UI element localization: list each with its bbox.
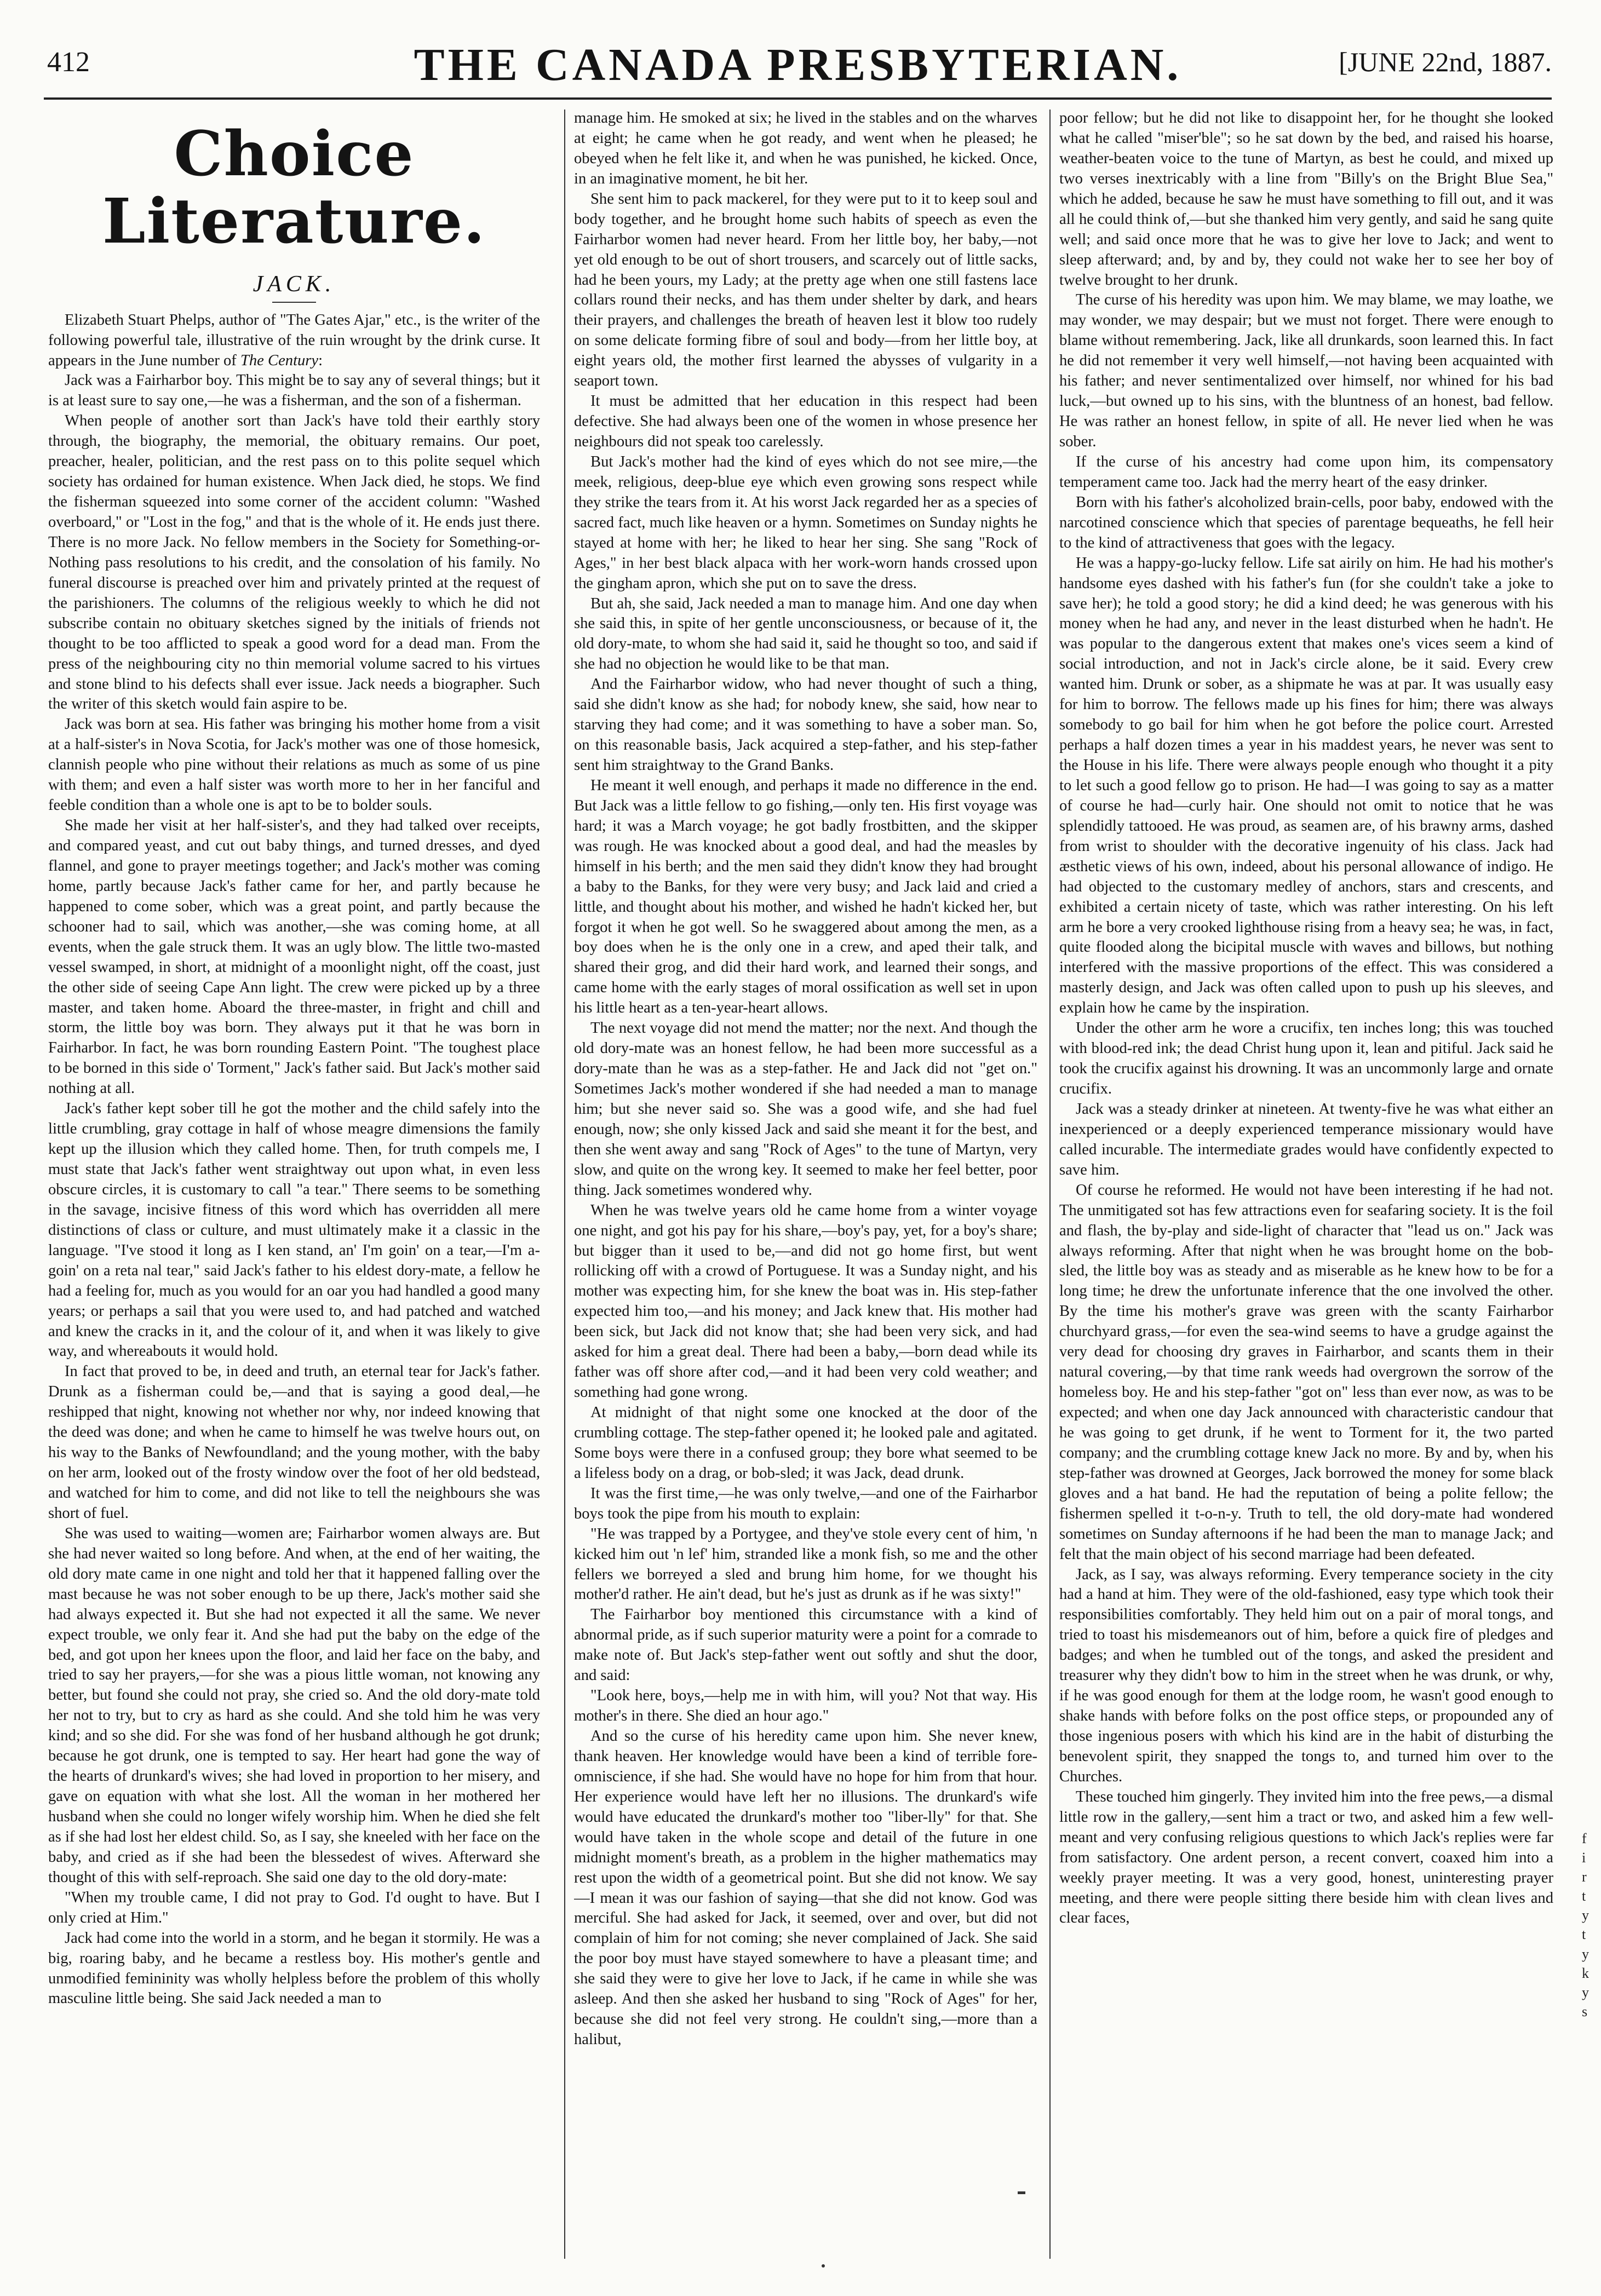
margin-fragment: y [1582, 1907, 1589, 1924]
paragraph: Born with his father's alcoholized brain-cells, poor baby, endowed with the narcotined conscience which that species of parentage bequeaths, he fell heir to the kind of attractiveness that goes with the legacy. [1059, 493, 1553, 551]
paragraph: Jack, as I say, was always reforming. Every temperance society in the city had a hand at him. They were of the old-fashioned, easy type which took their responsibilities comfortably. They held him out on a pair of moral tongs, and tried to toast his misdemeanors out of him, before a quick fire of pledges and badges; and when he tumbled out of the tongs, and asked the president and treasurer why they didn't bow to him in the street when he was drunk, or why, if he was good enough for them at the lodge room, he wasn't good enough to shake hands with before folks on the post office steps, or propounded any of those ingenious posers with which his kind are in the habit of disturbing the benevolent spirit, they snapped the tongs to, and turned him over to the Churches. [1059, 1566, 1553, 1785]
paragraph: "When my trouble came, I did not pray to God. I'd ought to have. But I only cried at Him." [48, 1889, 540, 1926]
paragraph: Of course he reformed. He would not have been interesting if he had not. The unmitigated sot has few attractions even for seafaring society. It is the foil and flash, the by-play and side-light of character that "lead us on." Jack was always reforming. After that night when he was brought home on the bob-sled, the little boy was as steady and as miserable as he knew how to be for a long time; he drew the unfortunate inference that the one involved the other. By the time his mother's grave was green with the scanty Fairharbor churchyard grass,—for even the sea-wind seems to have a grudge against the very dead for choosing dry graves in Fairharbor, and scants them in their natural covering,—by that time rank weeds had overgrown the sorrow of the homeless boy. He and his step-father "got on" less than ever now, as was to be expected; and when one day Jack announced with characteristic candour that he was going to get drunk, if he went to Torment for it, the two parted company; and the crumbling cottage knew Jack no more. By and by, when his step-father was drowned at Georges, Jack borrowed the money for some black gloves and a hat band. He had the reputation of being a polite fellow; the fishermen spelled it t-o-n-y. Truth to tell, the old dory-mate had wondered sometimes on Sunday afternoons if he had been the man to manage Jack; and felt that the main object of his second marriage had been defeated. [1059, 1181, 1553, 1563]
paragraph: "He was trapped by a Portygee, and they've stole every cent of him, 'n kicked him out 'n lef' him, stranded like a monk fish, so me and the other fellers we borreyed a sled and brung him home, for we thought his mother'd rather. He ain't dead, but he's just as drunk as if he was sixty!" [574, 1525, 1037, 1603]
paragraph: "Look here, boys,—help me in with him, will you? Not that way. His mother's in there. She died an hour ago." [574, 1687, 1037, 1725]
paragraph: Jack was born at sea. His father was bringing his mother home from a visit at a half-sister's in Nova Scotia, for Jack's mother was one of those homesick, clannish people who pine without their relations as much as some of us pine with them; and even a half sister was worth more to her in her fanciful and feeble condition than a whole one is apt to be to bolder souls. [48, 716, 540, 814]
page-header [44, 34, 1552, 94]
margin-fragment: i [1582, 1850, 1586, 1866]
paragraph: But ah, she said, Jack needed a man to manage him. And one day when she said this, in spite of her gentle unconsciousness, or because of it, the old dory-mate, to whom she had said it, said he thought so too, and said if she had no objection he would like to be that man. [574, 595, 1037, 673]
column-3-text [1059, 108, 1553, 1929]
column-divider-1 [564, 110, 565, 2259]
paragraph: If the curse of his ancestry had come upon him, its compensatory temperament came too. Jack had the merry heart of the easy drinker. [1059, 453, 1553, 491]
story-title: JACK. [253, 272, 336, 297]
paragraph: Under the other arm he wore a crucifix, ten inches long; this was touched with blood-red ink; the dead Christ hung upon it, lean and pitiful. Jack said he took the crucifix against his drowning. It was an uncommonly large and ornate crucifix. [1059, 1020, 1553, 1097]
margin-fragment: k [1582, 1965, 1589, 1981]
paragraph: The Fairharbor boy mentioned this circumstance with a kind of abnormal pride, as if such superior maturity were a point for a comrade to make note of. But Jack's step-father went out softly and shut the door, and said: [574, 1606, 1037, 1684]
paragraph: It must be admitted that her education in this respect had been defective. She had always been one of the women in whose presence her neighbours did not speak too carelessly. [574, 393, 1037, 450]
paragraph: And so the curse of his heredity came upon him. She never knew, thank heaven. Her knowledge would have been a kind of terrible fore-omniscience, if she had. She would have no hope for him from that hour. Her experience would have left her no illusions. The drunkard's wife would have educated the drunkard's mother too "liber-lly" for that. She would have taken in the whole scope and detail of the future in one midnight moment's breath, as a problem in the higher mathematics may rest upon the width of a geometrical point. But she did not know. We say—I mean it was our fashion of saying—that she did not know. God was merciful. She had asked for Jack, it seemed, over and over, but did not complain of him for not coming; she never complained of Jack. She said the poor boy must have stayed somewhere to have a pleasant time; and she said they were to give her love to Jack, if he came in while she was asleep. And then she asked her husband to sing "Rock of Ages" for her, because she did not feel very strong. He couldn't sing,—more than a halibut, [574, 1728, 1037, 2048]
margin-fragment: t [1582, 1888, 1586, 1904]
margin-marks [1582, 1829, 1593, 2021]
paragraph: Jack had come into the world in a storm, and he began it stormily. He was a big, roaring baby, and he became a restless boy. His mother's gentle and unmodified femininity was wholly helpless before the problem of this wholly masculine little being. She said Jack needed a man to [48, 1929, 540, 2007]
paragraph: It was the first time,—he was only twelve,—and one of the Fairharbor boys took the pipe from his mouth to explain: [574, 1484, 1037, 1522]
margin-fragment: y [1582, 1984, 1589, 2000]
paragraph: At midnight of that night some one knocked at the door of the crumbling cottage. The step-father opened it; he looked pale and agitated. Some boys were there in a confused group; they bore what seemed to be a lifeless body on a drag, or bob-sled; it was Jack, dead drunk. [574, 1404, 1037, 1482]
paragraph: But Jack's mother had the kind of eyes which do not see mire,—the meek, religious, deep-blue eye which even growing sons respect while they strike the tears from it. At his worst Jack regarded her as a species of sacred fact, much like heaven or a hymn. Sometimes on Sunday nights he stayed at home with her; he liked to hear her sing. She sang "Rock of Ages," in her best black alpaca with her work-worn hands crossed upon the gingham apron, which she put on to save the dress. [574, 453, 1037, 592]
header-rule [44, 97, 1552, 100]
paragraph: She made her visit at her half-sister's, and they had talked over receipts, and compared yeast, and cut out baby things, and turned dresses, and dyed flannel, and gone to prayer meetings together; and Jack's mother was coming home, partly because Jack's father came for her, and partly because he happened to come sober, which was a great point, and partly because the schooner had to sail, which was another,—she was coming home, at all events, when the gale struck them. It was an ugly blow. The little two-masted vessel swamped, in short, at midnight of a moonlight night, off the coast, just the other side of seeing Cape Ann light. The crew were picked up by a three master, and taken home. Aboard the three-master, in fright and chill and storm, the little boy was born. They always put it that he was born in Fairharbor. In fact, he was born rounding Eastern Point. "The toughest place to be borned in this side o' Torment," Jack's father said. But Jack's mother said nothing at all. [48, 817, 540, 1097]
paragraph: manage him. He smoked at six; he lived in the stables and on the wharves at eight; he came when he got ready, and went when he pleased; he obeyed when he felt like it, and when he was punished, he kicked. Once, in an imaginative moment, he bit her. [574, 110, 1037, 187]
bottom-dash [1018, 2191, 1025, 2194]
section-title: Choice Literature. [102, 118, 486, 258]
paragraph: Jack was a steady drinker at nineteen. At twenty-five he was what either an inexperienced or a deeply experienced temperance missionary would have called incurable. The intermediate grades would have confidently expected to save him. [1059, 1100, 1553, 1178]
margin-fragment: y [1582, 1946, 1589, 1962]
column-2 [574, 108, 1037, 2260]
paragraph: She was used to waiting—women are; Fairharbor women always are. But she had never waited so long before. And when, at the end of her waiting, the old dory mate came in one night and told her that it happened falling over the mast because he was not sober enough to be up there, Jack's mother said she had always expected it. But she had not expected it all the same. We never expect trouble, we only fear it. And she had put the baby on the edge of the bed, and got upon her knees upon the floor, and laid her face on the baby, and tried to say her prayers,—for she was a pious little woman, not knowing any better, but found she could not pray, she cried so. And the old dory-mate told her not to try, but to cry as hard as she could. And she told him he was very kind; and so she did. For she was fond of her husband although he got drunk; because he got drunk, one is tempted to say. Her heart had gone the way of the hearts of drunkard's wives; she had loved in proportion to her misery, and gave on equation with what she lost. All the woman in her mothered her husband when she could no longer wifely worship him. When he died she felt as if she had lost her eldest child. So, as I say, she kneeled with her face on the baby, and cried as if she had been the blessedest of wives. Afterward she thought of this with self-reproach. She said one day to the old dory-mate: [48, 1524, 540, 1886]
paragraph: Jack was a Fairharbor boy. This might be to say any of several things; but it is at least sure to say one,—he was a fisherman, and the son of a fisherman. [48, 372, 540, 410]
column-1-text [48, 371, 540, 2009]
margin-fragment: r [1582, 1869, 1587, 1885]
title-rule [272, 302, 316, 303]
page-number: 412 [47, 47, 90, 78]
paragraph: Jack's father kept sober till he got the mother and the child safely into the little crumbling, gray cottage in half of whose meagre dimensions the family kept up the illusion which they called home. Then, for truth compels me, I must state that Jack's father went straightway out upon what, in even less obscure circles, it is customary to call "a tear." There seems to be something in the savage, incisive fitness of this word which has overridden all mere distinctions of class or culture, and must ultimately make it a classic in the language. "I've stood it long as I ken stand, an' I'm goin' on a tear,—I'm a-goin' on a reta nal tear," said Jack's father to his eldest dory-mate, a fellow he had a feeling for, much as you would for an oar you had handled a good many years; or perhaps a sail that you were used to, and had patched and watched and knew the cracks in it, and the colour of it, and when it was likely to give way, and whereabouts it would hold. [48, 1100, 540, 1360]
paragraph: When he was twelve years old he came home from a winter voyage one night, and got his pay for his share,—boy's pay, yet, for a boy's share; but bigger than it used to be,—and did not go home first, but went rollicking off with a crowd of Portuguese. It was a Sunday night, and his mother was expecting him, for she knew the boat was in. His step-father expected him too,—and his money; and Jack knew that. His mother had been sick, but Jack did not know that; she had been very sick, and had asked for him a great deal. There had been a baby,—born dead while its father was off shore after cod,—and it had been very cold weather; and something had gone wrong. [574, 1201, 1037, 1401]
paragraph: And the Fairharbor widow, who had never thought of such a thing, said she didn't know as she had; for nobody knew, she said, how near to starving they had come; and it was something to have a sober man. So, on this reasonable basis, Jack acquired a step-father, and his step-father sent him straightway to the Grand Banks. [574, 676, 1037, 774]
paragraph: When people of another sort than Jack's have told their earthly story through, the biography, the memorial, the obituary remains. Our poet, preacher, healer, politician, and the rest pass on to this polite sequel which society has ordained for human existence. When Jack died, he stops. We find the fisherman squeezed into some corner of the accident column: "Washed overboard," or "Lost in the fog," and that is the whole of it. He ends just there. There is no more Jack. No fellow members in the Society for Something-or-Nothing pass resolutions to his credit, and the consolation of his family. No funeral discourse is preached over him and privately printed at the request of the parishioners. The columns of the religious weekly to which he did not subscribe contain no obituary sketches signed by the initials of friends not thought to be too afflicted to speak a good word for a dead man. From the press of the neighbouring city no thin memorial volume sacred to his virtues and stone blind to his defects shall ever issue. Jack needs a biographer. Such the writer of this sketch would fain aspire to be. [48, 412, 540, 713]
column-2-text [574, 108, 1037, 2050]
paragraph: In fact that proved to be, in deed and truth, an eternal tear for Jack's father. Drunk as a fisherman could be,—and that is saying a good deal,—he reshipped that night, knowing not whether nor why, nor indeed knowing that the deed was done; and when he came to himself he was twelve hours out, on his way to the Banks of Newfoundland; and the young mother, with the baby on her arm, looked out of the frosty window over the foot of her old bedstead, and watched for him to come, and did not like to tell the neighbours she was short of fuel. [48, 1363, 540, 1522]
paragraph: He was a happy-go-lucky fellow. Life sat airily on him. He had his mother's handsome eyes dashed with his father's fun (for she couldn't take a joke to save her); he told a good story; he did a kind deed; he was generous with his money when he had any, and never in the least disturbed when he hadn't. He was popular to the dangerous extent that makes one's vices seem a kind of social introduction, and not in Jack's circle alone, be it said. Every crew wanted him. Drunk or sober, as a shipmate he was at par. It was usually easy for him to borrow. The fellows made up his fines for him; there was always somebody to go bail for him when he got before the police court. Arrested perhaps a half dozen times a year in his maddest years, he never was sent to the House in his life. There were always people enough who thought it a pity to let such a good fellow go to prison. He had—I was going to say as a matter of course he had—curly hair. One should not omit to notice that he was splendidly tattooed. He was proud, as seamen are, of his brawny arms, dashed from wrist to shoulder with the decorative ingenuity of his class. Jack had æsthetic views of his own, indeed, about his personal allowance of indigo. He had objected to the customary medley of anchors, stars and crescents, and exhibited a certain nicety of taste, which was rather interesting. On his left arm he bore a very crooked lighthouse rising from a heavy sea; he was, in fact, quite flooded along the bicipital muscle with waves and billows, but nothing interfered with the massive proportions of the effect. This was considered a masterly design, and Jack was often called upon to push up his sleeves, and explain how he came by the inspiration. [1059, 554, 1553, 1017]
column-3 [1059, 108, 1553, 2260]
paragraph: The curse of his heredity was upon him. We may blame, we may loathe, we may wonder, we may despair; but we must not forget. There were enough to blame without remembering. Jack, like all drunkards, soon learned this. In fact he did not remember it very well himself,—not having been acquainted with his father; and never sentimentalized over himself, nor whined for his bad luck,—but owned up to his sins, with the bluntness of an honest, bad fellow. He was rather an honest fellow, in spite of all. He never lied when he was sober. [1059, 291, 1553, 450]
bottom-dot [822, 2264, 825, 2268]
issue-date: [JUNE 22nd, 1887. [1339, 47, 1552, 77]
masthead-title: THE CANADA PRESBYTERIAN. [414, 39, 1182, 90]
column-divider-2 [1049, 110, 1051, 2259]
paragraph: These touched him gingerly. They invited him into the free pews,—a dismal little row in the gallery,—sent him a tract or two, and asked him a few well-meant and very confusing religious questions to which Jack's replies were far from satisfactory. One ardent person, a recent convert, coaxed him into a weekly prayer meeting. It was a very good, honest, uninteresting prayer meeting, and there were people sitting there beside him with clean lives and clear faces, [1059, 1788, 1553, 1927]
paragraph: She sent him to pack mackerel, for they were put to it to keep soul and body together, and he brought home such habits of speech as even the Fairharbor women had never heard. From her little boy, her baby,—not yet old enough to be out of short trousers, and scarcely out of little sacks, had he been yours, my Lady; at the pretty age when one still fastens lace collars round their necks, and has them under shelter by dark, and hears their prayers, and challenges the breath of heaven lest it blow too rudely on some delicate forming fibre of soul and body—from her little boy, at eight years old, the mother first learned the abysses of vulgarity in a seaport town. [574, 190, 1037, 390]
margin-fragment: s [1582, 2003, 1588, 2019]
paragraph: He meant it well enough, and perhaps it made no difference in the end. But Jack was a little fellow to go fishing,—only ten. His first voyage was hard; it was a March voyage; he got badly frostbitten, and the skipper was rough. He was knocked about a good deal, and had the measles by himself in his berth; and the men said they didn't know they had brought a baby to the Banks, for they were very busy; and Jack laid and cried a little, and thought about his mother, and wished he hadn't kicked her, but forgot it when he got well. So he swaggered about among the men, as a boy does when he is the only one in a crew, and aped their talk, and shared their grog, and did their hard work, and learned their songs, and came home with the early stages of moral ossification as well set in upon his little heart as a ten-year-heart allows. [574, 776, 1037, 1017]
margin-fragment: t [1582, 1926, 1586, 1943]
story-intro: Elizabeth Stuart Phelps, author of "The Gates Ajar," etc., is the writer of the following powerful tale, illustrative of the ruin wrought by the drink curse. It appears in the June number of The Century: [48, 311, 540, 369]
paragraph: The next voyage did not mend the matter; nor the next. And though the old dory-mate was an honest fellow, he had been more successful as a dory-mate than he was as a step-father. He and Jack did not "get on." Sometimes Jack's mother wondered if she had needed a man to manage him; but she never said so. She was a good wife, and she had fuel enough, now; she only kissed Jack and said she meant it for the best, and then she went away and sang "Rock of Ages" to the tune of Martyn, very slow, and quite on the wrong key. It seemed to make her feel better, poor thing. Jack sometimes wondered why. [574, 1020, 1037, 1199]
column-1 [48, 108, 540, 2260]
margin-fragment: f [1582, 1831, 1587, 1846]
paragraph: poor fellow; but he did not like to disappoint her, for he thought she looked what he called "miser'ble"; so he sat down by the bed, and raised his hoarse, weather-beaten voice to the tune of Martyn, as best he could, and mixed up two verses inextricably with a line from "Billy's on the Bright Blue Sea," which he added, because he saw he must have something to fill out, and it was all he could think of,—but she thanked him very gently, and said he sang quite well; and said once more that he was to give her love to Jack; and went to sleep afterward; and, by and by, they could not wake her to see her boy of twelve brought to her drunk. [1059, 110, 1553, 289]
